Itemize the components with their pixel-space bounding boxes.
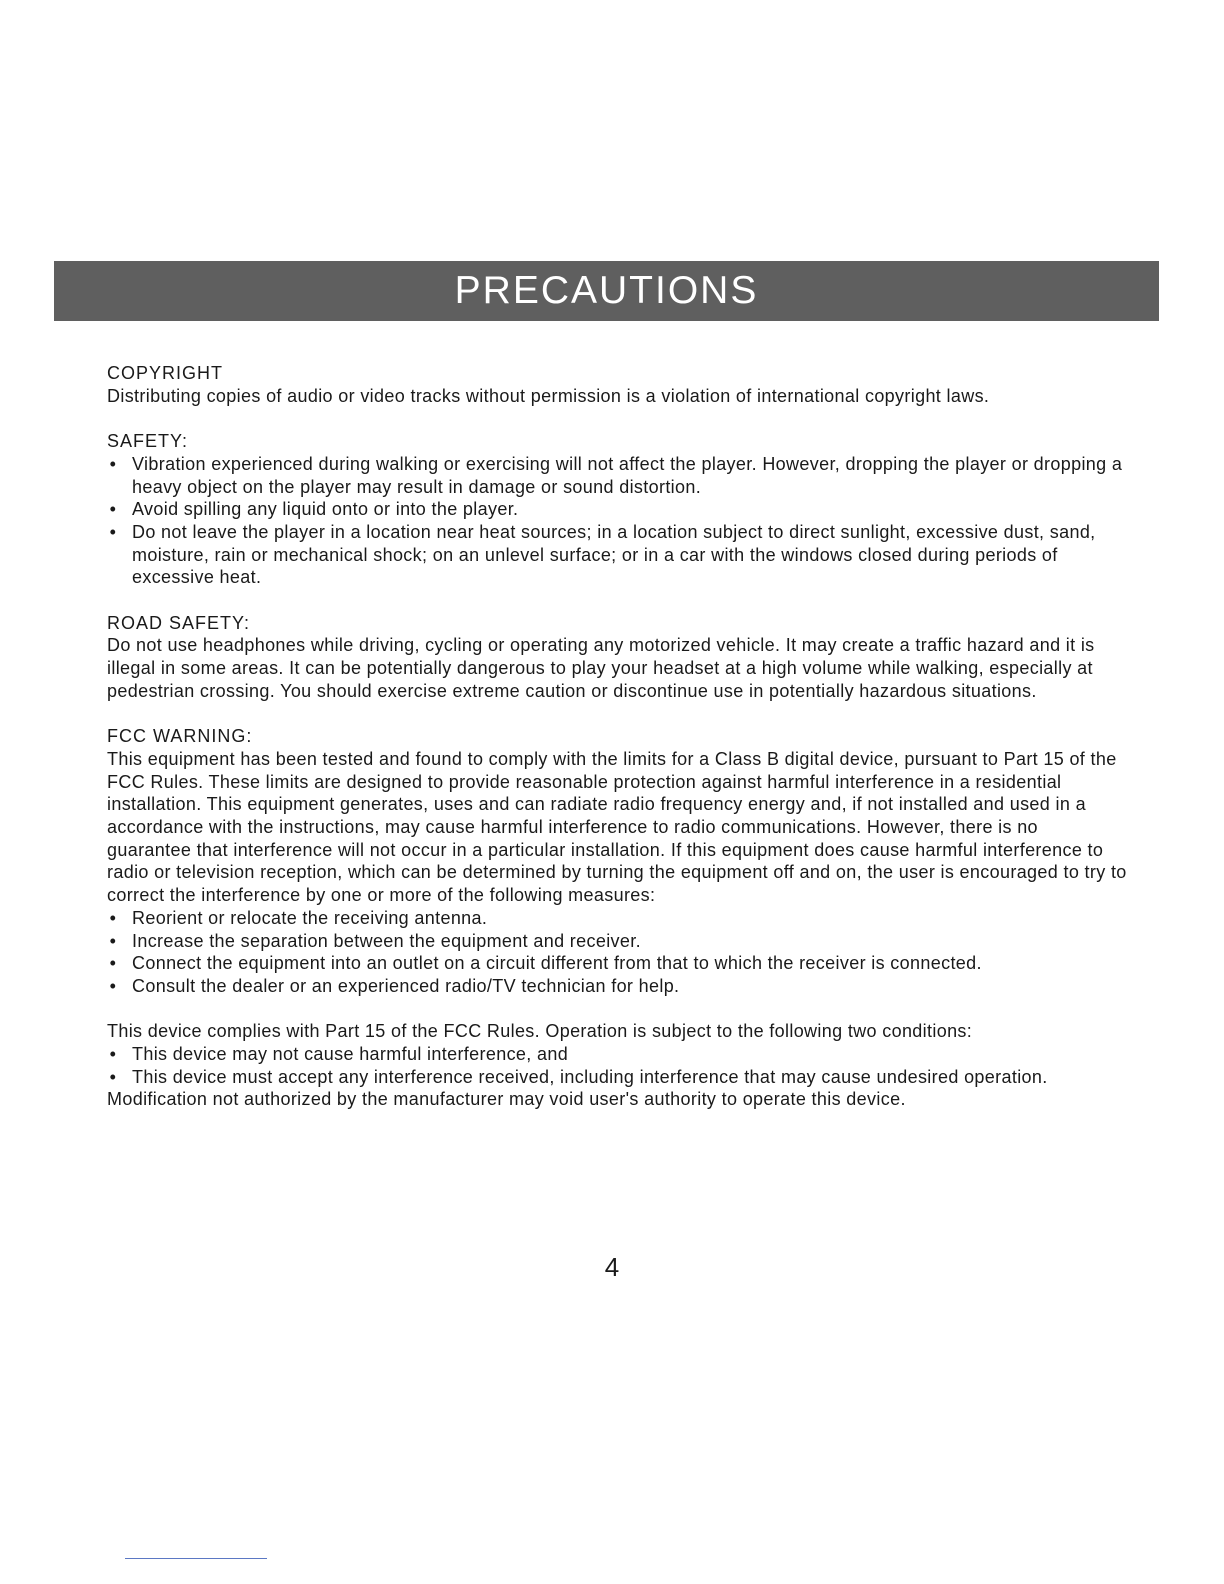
compliance-text: This device complies with Part 15 of the FCC Rules. Operation is subject to the following two conditions: (107, 1021, 973, 1042)
list-item (107, 907, 1127, 930)
bullet-icon: • (109, 953, 117, 974)
list-item (107, 453, 1127, 498)
list-item-text: Avoid spilling any liquid onto or into the player. (132, 499, 519, 520)
bullet-icon: • (109, 907, 117, 928)
safety-list (107, 453, 1127, 589)
list-item (107, 1066, 1127, 1089)
list-item-text: Vibration experienced during walking or exercising will not affect the player. However, dropping the player or dropping a heavy object on the player may result in damage or sound distortion. (132, 453, 1123, 497)
bullet-icon: • (109, 975, 117, 996)
safety-section (107, 430, 1127, 589)
list-item-text: Reorient or relocate the receiving antenna. (132, 907, 488, 928)
compliance-closing-text: Modification not authorized by the manufacturer may void user's authority to operate this device. (107, 1089, 906, 1110)
bullet-icon: • (109, 453, 117, 474)
list-item-text: Increase the separation between the equipment and receiver. (132, 930, 641, 951)
page-number: 4 (604, 1252, 620, 1282)
fcc-warning-section (107, 725, 1127, 997)
road-safety-text: Do not use headphones while driving, cycling or operating any motorized vehicle. It may create a traffic hazard and it is illegal in some areas. It can be potentially dangerous to play your headset at a high volume while walking, especially at pedestrian crossing. You should exercise extreme caution or discontinue use in potentially hazardous situations. (107, 635, 1095, 701)
fcc-warning-heading: FCC WARNING: (107, 726, 253, 747)
list-item (107, 521, 1127, 589)
bullet-icon: • (109, 499, 117, 520)
list-item (107, 952, 1127, 975)
road-safety-section (107, 612, 1127, 703)
compliance-conditions-list (107, 1043, 1127, 1088)
bullet-icon: • (109, 521, 117, 542)
list-item-text: Do not leave the player in a location near heat sources; in a location subject to direct sunlight, excessive dust, sand, moisture, rain or mechanical shock; on an unlevel surface; or in a car with the windows closed during periods of excessive heat. (132, 521, 1096, 588)
list-item-text: This device may not cause harmful interference, and (132, 1044, 569, 1065)
fcc-measures-list (107, 907, 1127, 998)
road-safety-heading: ROAD SAFETY: (107, 612, 251, 633)
safety-heading: SAFETY: (107, 431, 189, 452)
footer-divider (125, 1558, 267, 1559)
fcc-warning-text: This equipment has been tested and found to comply with the limits for a Class B digital device, pursuant to Part 15 of the FCC Rules. These limits are designed to provide reasonable protection against harmful interference in a residential installation. This equipment generates, uses and can radiate radio frequency energy and, if not installed and used in a accordance with the instructions, may cause harmful interference to radio communications. However, there is no guarantee that interference will not occur in a particular installation. If this equipment does cause harmful interference to radio or television reception, which can be determined by turning the equipment off and on, the user is encouraged to try to correct the interference by one or more of the following measures: (107, 748, 1127, 906)
list-item-text: Connect the equipment into an outlet on a circuit different from that to which the receiver is connected. (132, 953, 982, 974)
list-item (107, 1043, 1127, 1066)
copyright-text: Distributing copies of audio or video tracks without permission is a violation of international copyright laws. (107, 385, 990, 406)
copyright-heading: COPYRIGHT (107, 363, 224, 383)
copyright-section (107, 362, 1127, 407)
list-item (107, 930, 1127, 953)
document-body (107, 362, 1127, 1134)
compliance-section (107, 1020, 1127, 1111)
bullet-icon: • (109, 1044, 117, 1065)
list-item (107, 498, 1127, 521)
page-header-banner (54, 261, 1159, 321)
bullet-icon: • (109, 1066, 117, 1087)
page-title: PRECAUTIONS (454, 269, 759, 312)
list-item (107, 975, 1127, 998)
bullet-icon: • (109, 930, 117, 951)
list-item-text: Consult the dealer or an experienced radio/TV technician for help. (132, 975, 680, 996)
list-item-text: This device must accept any interference received, including interference that may cause undesired operation. (132, 1066, 1048, 1087)
